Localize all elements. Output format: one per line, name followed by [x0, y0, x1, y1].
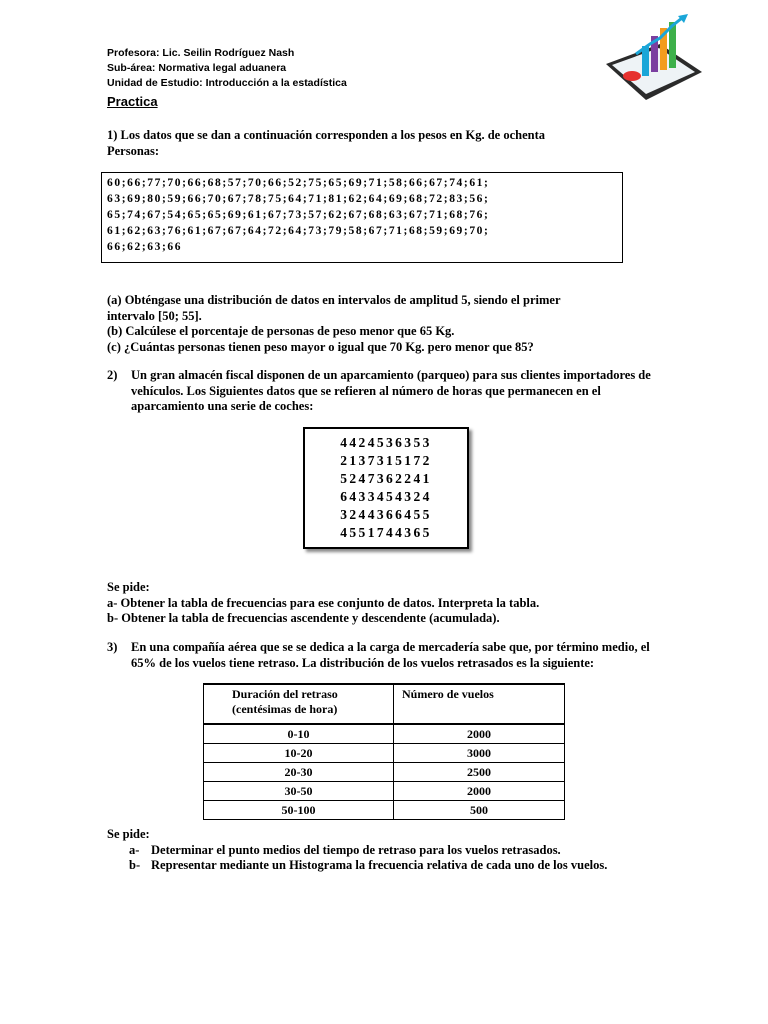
hours-row: 6433454324	[340, 489, 432, 504]
task-b: (b) Calcúlese el porcentaje de personas de peso menor que 65 Kg.	[107, 324, 455, 338]
question-1-tasks	[107, 293, 587, 355]
range-cell: 10-20	[204, 744, 394, 763]
flights-cell: 2500	[394, 763, 565, 782]
range-cell: 20-30	[204, 763, 394, 782]
col-flights-header: Número de vuelos	[394, 684, 565, 724]
question-3	[107, 640, 667, 671]
table-row	[204, 782, 565, 801]
weights-line: 60;66;77;70;66;68;57;70;66;52;75;65;69;71;58;66;67;74;61;	[107, 177, 490, 189]
question-1-line1: 1) Los datos que se dan a continuación corresponden a los pesos en Kg. de ochenta	[107, 128, 546, 142]
task-2a: a- Obtener la tabla de frecuencias para ese conjunto de datos. Interpreta la tabla.	[107, 595, 540, 610]
table-row	[204, 724, 565, 744]
flights-cell: 500	[394, 801, 565, 820]
question-3-tasks	[107, 827, 667, 874]
range-cell: 50-100	[204, 801, 394, 820]
weights-data-box	[101, 172, 623, 263]
hours-row: 2137315172	[340, 453, 432, 468]
table-row	[204, 763, 565, 782]
table-header-row	[204, 684, 565, 724]
task-3a: Determinar el punto medios del tiempo de retraso para los vuelos retrasados.	[151, 842, 561, 857]
col-duration-header-l1: Duración del retraso	[232, 687, 338, 701]
flights-cell: 2000	[394, 782, 565, 801]
header-unit: Unidad de Estudio: Introducción a la estadística	[107, 77, 347, 89]
page-title: Practica	[107, 94, 158, 109]
header-subarea: Sub-área: Normativa legal aduanera	[107, 62, 287, 74]
flights-cell: 3000	[394, 744, 565, 763]
se-pide-label: Se pide:	[107, 827, 150, 841]
task-a-line2: intervalo [50; 55].	[107, 308, 202, 323]
question-2	[107, 368, 667, 415]
table-row	[204, 744, 565, 763]
question-3-line2: 65% de los vuelos tiene retraso. La distribución de los vuelos retrasados es la siguiente:	[131, 655, 595, 670]
task-3a-label: a-	[129, 842, 140, 857]
range-cell: 0-10	[204, 724, 394, 744]
task-c: (c) ¿Cuántas personas tienen peso mayor o igual que 70 Kg. pero menor que 85?	[107, 339, 534, 354]
task-a-line1: (a) Obténgase una distribución de datos en intervalos de amplitud 5, siendo el primer	[107, 293, 561, 307]
question-3-line1: En una compañía aérea que se se dedica a la carga de mercadería sabe que, por término medio, el	[131, 640, 650, 654]
range-cell: 30-50	[204, 782, 394, 801]
col-duration-header-l2: (centésimas de hora)	[232, 702, 338, 716]
weights-line: 63;69;80;59;66;70;67;78;75;64;71;81;62;64;69;68;72;83;56;	[107, 193, 490, 205]
task-3b-label: b-	[129, 858, 141, 872]
question-2-number: 2)	[107, 368, 118, 382]
col-duration-header	[204, 684, 394, 724]
hours-row: 5247362241	[340, 471, 432, 486]
question-2-line2: vehículos. Los Siguientes datos que se refieren al número de horas que permanecen en el	[131, 383, 601, 398]
hours-row: 3244366455	[340, 507, 432, 522]
hours-data-box	[303, 427, 469, 549]
weights-line: 61;62;63;76;61;67;67;64;72;64;73;79;58;67;71;68;59;69;70;	[107, 225, 490, 237]
table-row	[204, 801, 565, 820]
flights-cell: 2000	[394, 724, 565, 744]
question-3-number: 3)	[107, 640, 118, 654]
question-1	[107, 128, 577, 159]
question-1-line2: Personas:	[107, 143, 160, 158]
weights-line: 65;74;67;54;65;65;69;61;67;73;57;62;67;68;63;67;71;68;76;	[107, 209, 490, 221]
question-2-line1: Un gran almacén fiscal disponen de un aparcamiento (parqueo) para sus clientes importadores de	[131, 368, 651, 382]
task-2b: b- Obtener la tabla de frecuencias ascendente y descendente (acumulada).	[107, 611, 500, 625]
delay-table	[203, 683, 565, 820]
tablet-chart-icon	[598, 14, 708, 104]
question-2-line3: aparcamiento una serie de coches:	[131, 399, 314, 413]
se-pide-label: Se pide:	[107, 580, 150, 594]
task-3b: Representar mediante un Histograma la frecuencia relativa de cada uno de los vuelos.	[151, 858, 608, 872]
header-teacher: Profesora: Lic. Seilin Rodríguez Nash	[107, 47, 295, 59]
question-2-tasks	[107, 580, 667, 627]
hours-row: 4424536353	[340, 435, 432, 450]
weights-line: 66;62;63;66	[107, 241, 183, 253]
hours-row: 4551744365	[340, 525, 432, 540]
